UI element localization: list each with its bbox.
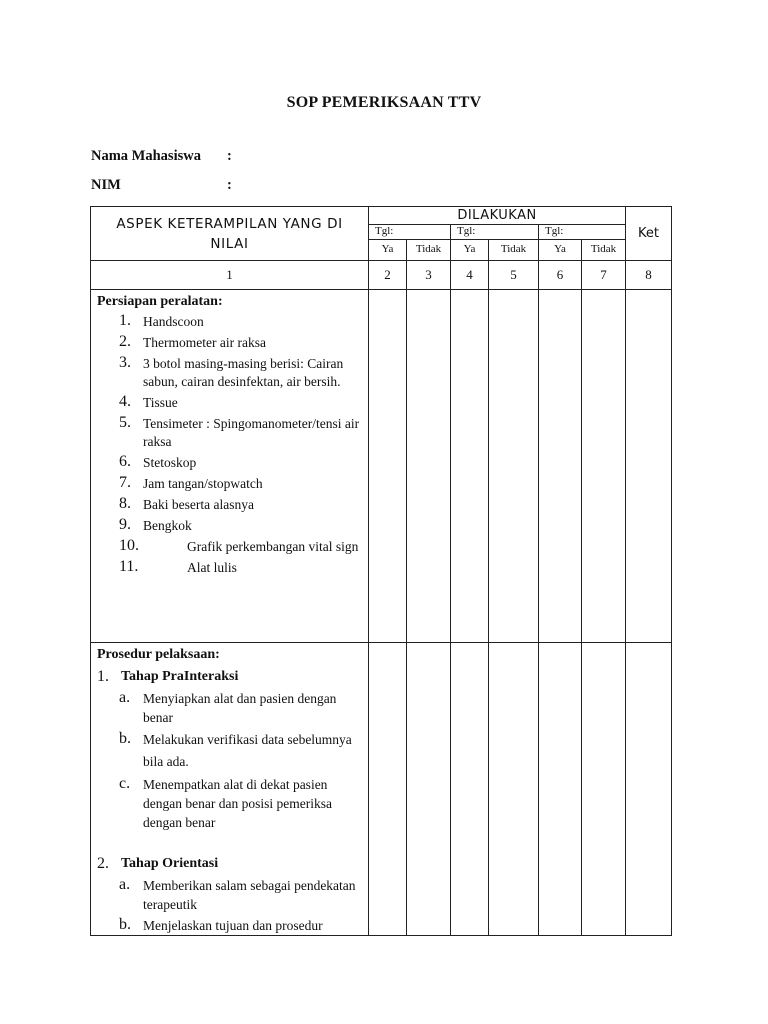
column-number: 3 (407, 261, 451, 290)
aspek-header: ASPEK KETERAMPILAN YANG DI NILAI (91, 207, 369, 261)
persiapan-heading: Persiapan peralatan: (97, 294, 223, 309)
tidak-label: Tidak (407, 240, 451, 261)
list-item: 6. Stetoskop (119, 453, 197, 470)
nim-label: NIM (91, 177, 121, 193)
column-number: 2 (369, 261, 407, 290)
list-item: b. Menjelaskan tujuan dan prosedur (119, 916, 323, 933)
prosedur-heading: Prosedur pelaksaan: (97, 647, 220, 662)
persiapan-list (91, 313, 368, 577)
column-number: 8 (626, 261, 672, 290)
tgl-label-2: Tgl: (451, 225, 539, 240)
nama-mahasiswa-label: Nama Mahasiswa (91, 148, 201, 164)
list-item: 1. Handscoon (119, 312, 204, 329)
tidak-label: Tidak (582, 240, 626, 261)
list-item: 11. Alat lulis (119, 558, 237, 575)
list-item: a. Memberikan salam sebagai pendekatan terapeutik (119, 876, 356, 912)
tgl-label-3: Tgl: (539, 225, 626, 240)
prosedur-cell (91, 643, 369, 936)
tgl-label-1: Tgl: (369, 225, 451, 240)
list-item: b. Melakukan verifikasi data sebelumnya bila ada. (119, 730, 352, 769)
page-title: SOP PEMERIKSAAN TTV (286, 94, 482, 111)
persiapan-cell (91, 290, 369, 643)
ya-label: Ya (451, 240, 489, 261)
ya-label: Ya (539, 240, 582, 261)
list-item: c. Menempatkan alat di dekat pasien dengan benar dan posisi pemeriksa dengan benar (119, 775, 332, 830)
stage-prainteraksi: 1. Tahap PraInteraksi (97, 668, 239, 685)
prainteraksi-list (91, 689, 368, 832)
list-item: 8. Baki beserta alasnya (119, 495, 254, 512)
list-item: 3. 3 botol masing-masing berisi: Cairan sabun, cairan desinfektan, air bersih. (119, 354, 344, 389)
column-number: 7 (582, 261, 626, 290)
tidak-label: Tidak (489, 240, 539, 261)
nama-mahasiswa-field (91, 148, 232, 165)
list-item: 9. Bengkok (119, 516, 192, 533)
list-item: 2. Thermometer air raksa (119, 333, 266, 350)
nim-colon: : (227, 177, 232, 193)
list-item: 10. Grafik perkembangan vital sign (119, 537, 359, 554)
column-number: 5 (489, 261, 539, 290)
dilakukan-header: DILAKUKAN (369, 207, 626, 225)
column-number: 4 (451, 261, 489, 290)
column-number: 1 (91, 261, 369, 290)
sop-checklist-table (90, 206, 672, 936)
orientasi-list (91, 876, 368, 935)
list-item: 7. Jam tangan/stopwatch (119, 474, 263, 491)
column-number: 6 (539, 261, 582, 290)
ket-header: Ket (626, 207, 672, 261)
stage-orientasi: 2. Tahap Orientasi (97, 855, 219, 872)
ya-label: Ya (369, 240, 407, 261)
list-item: a. Menyiapkan alat dan pasien dengan benar (119, 689, 337, 725)
nama-colon: : (227, 148, 232, 164)
nim-field (91, 177, 232, 194)
list-item: 4. Tissue (119, 393, 178, 410)
list-item: 5. Tensimeter : Spingomanometer/tensi air raksa (119, 414, 360, 449)
